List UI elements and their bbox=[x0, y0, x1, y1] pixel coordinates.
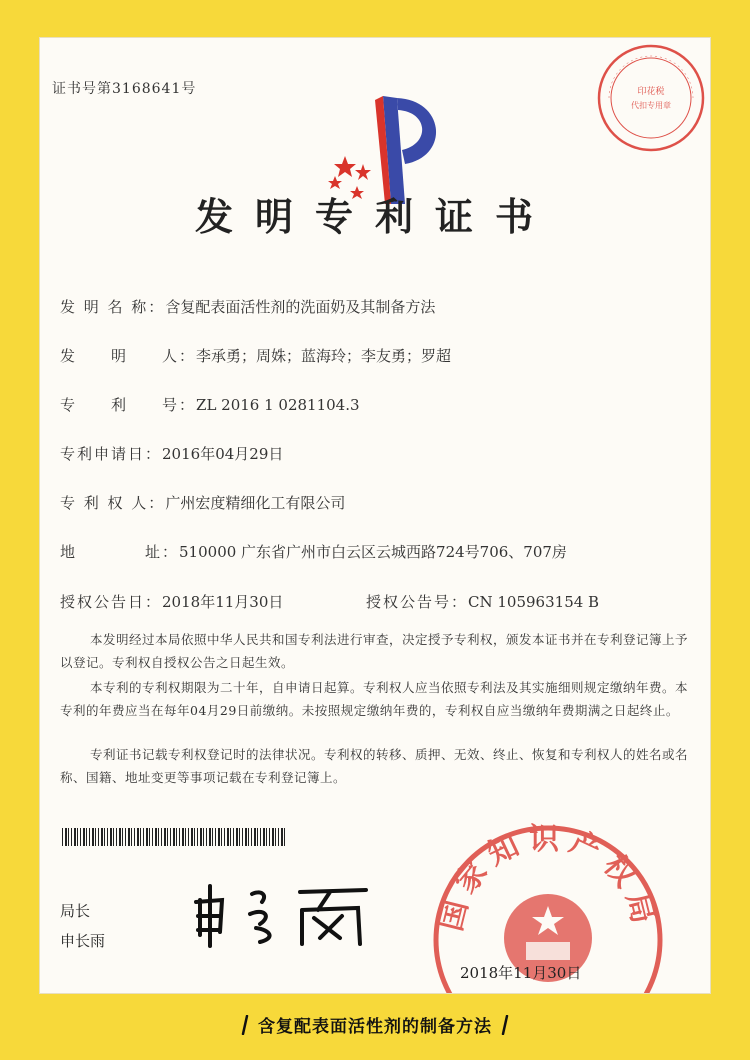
field-label: 专 利 号： bbox=[60, 396, 197, 414]
field-grant-number bbox=[366, 591, 599, 612]
svg-text:印花税: 印花税 bbox=[637, 87, 665, 97]
field-label: 地 址： bbox=[60, 543, 180, 561]
handwritten-signature bbox=[190, 880, 380, 950]
certificate-sheet bbox=[40, 38, 710, 993]
field-label: 发 明 名 称： bbox=[60, 298, 166, 316]
seal-text: 国家知识产权局 bbox=[433, 821, 663, 935]
field-label: 专 利 权 人： bbox=[60, 494, 166, 512]
slash-decoration-icon bbox=[500, 1015, 510, 1035]
field-label: 专利申请日： bbox=[60, 445, 163, 463]
paragraph-legal-status: 专利证书记载专利权登记时的法律状况。专利权的转移、质押、无效、终止、恢复和专利权人的姓名或名称、国籍、地址变更等事项记载在专利登记簿上。 bbox=[60, 747, 689, 785]
issue-date: 2018年11月30日 bbox=[460, 964, 582, 982]
field-value: CN 105963154 B bbox=[468, 593, 600, 611]
svg-text:代扣专用章: 代扣专用章 bbox=[631, 101, 671, 110]
slash-decoration-icon bbox=[240, 1015, 250, 1035]
director-title: 局长 bbox=[60, 902, 91, 920]
director-name: 申长雨 bbox=[60, 932, 106, 950]
field-value: ZL 2016 1 0281104.3 bbox=[196, 396, 360, 414]
field-label: 发 明 人： bbox=[60, 347, 197, 365]
field-value: 广州宏度精细化工有限公司 bbox=[165, 494, 346, 512]
field-filing-date bbox=[60, 443, 283, 464]
field-value: 李承勇；周姝；蓝海玲；李友勇；罗超 bbox=[196, 347, 452, 365]
page-title: 发明专利证书 bbox=[194, 194, 555, 239]
certificate-number: 证书号第3168641号 bbox=[52, 81, 197, 97]
field-address bbox=[60, 541, 567, 562]
tax-stamp-seal bbox=[595, 42, 707, 154]
paragraph-term: 本专利的专利权期限为二十年，自申请日起算。专利权人应当依照专利法及其实施细则规定缴纳年费。本专利的年费应当在每年04月29日前缴纳。未按照规定缴纳年费的，专利权自应当缴纳年费期满之日起终止。 bbox=[60, 680, 689, 718]
field-value: 2018年11月30日 bbox=[162, 593, 284, 611]
paragraph-examination: 本发明经过本局依照中华人民共和国专利法进行审查，决定授予专利权，颁发本证书并在专利登记簿上予以登记。专利权自授权公告之日起生效。 bbox=[60, 632, 689, 670]
field-grant-date bbox=[60, 591, 283, 612]
caption-text: 含复配表面活性剂的制备方法 bbox=[258, 1017, 492, 1037]
field-label: 授权公告日： bbox=[60, 593, 163, 611]
field-label: 授权公告号： bbox=[366, 593, 469, 611]
image-caption bbox=[0, 1012, 750, 1037]
field-inventors bbox=[60, 345, 451, 366]
field-invention-name bbox=[60, 296, 435, 317]
field-patentee bbox=[60, 492, 345, 513]
field-value: 510000 广东省广州市白云区云城西路724号706、707房 bbox=[179, 543, 567, 561]
field-value: 含复配表面活性剂的洗面奶及其制备方法 bbox=[165, 298, 436, 316]
field-patent-number bbox=[60, 394, 360, 415]
barcode bbox=[62, 828, 287, 846]
field-value: 2016年04月29日 bbox=[162, 445, 284, 463]
